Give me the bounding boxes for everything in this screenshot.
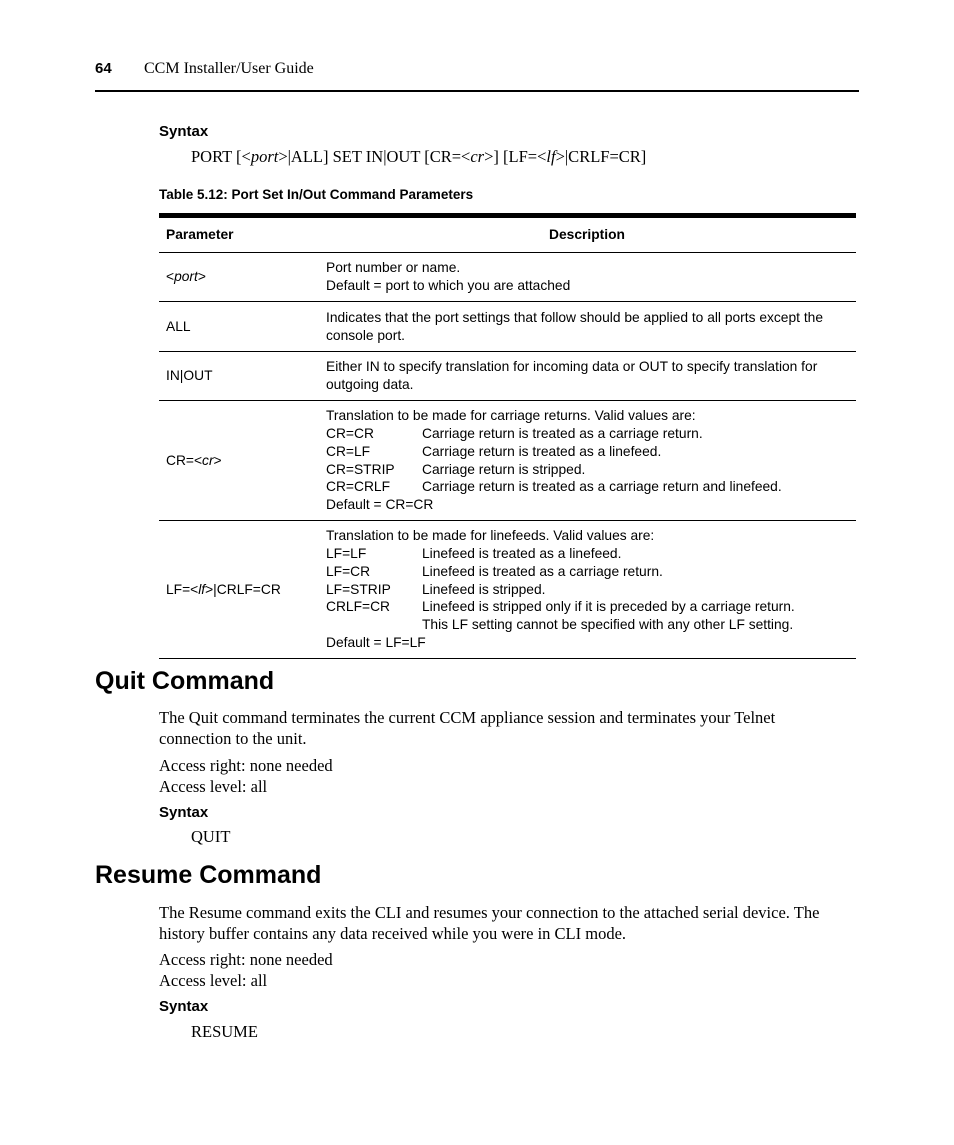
- page-number: 64: [95, 60, 112, 77]
- desc-cr: Translation to be made for carriage returns. Valid values are: CR=CR Carriage return is treated as a carriage return. CR=LF Carriage return is treated as a linefeed. CR=STRIP Carriage return is stripped. CR=CRLF Carriage return is treated as a carriage return and linefeed. Default = CR=CR: [326, 408, 782, 513]
- parameter-table: [159, 213, 856, 659]
- quit-access-right: Access right: none needed: [159, 756, 333, 775]
- resume-access-right: Access right: none needed: [159, 950, 333, 969]
- port-syntax-label: Syntax: [159, 123, 209, 140]
- table-caption: Table 5.12: Port Set In/Out Command Parameters: [159, 187, 474, 202]
- resume-access-level: Access level: all: [159, 971, 268, 990]
- table-header-row: [159, 218, 856, 253]
- param-lf: LF=< lf >|CRLF=CR: [166, 581, 281, 597]
- header-description: Description: [549, 227, 625, 243]
- table-row: [159, 352, 856, 401]
- quit-description: The Quit command terminates the current CCM appliance session and terminates your Telnet connection to the unit.: [159, 708, 776, 748]
- guide-title: CCM Installer/User Guide: [144, 60, 314, 77]
- table-row: [159, 521, 856, 659]
- table-row: [159, 401, 856, 521]
- port-syntax: PORT [<port>|ALL] SET IN|OUT [CR=<cr>] [LF=<lf>|CRLF=CR]: [191, 147, 647, 166]
- header-parameter: Parameter: [166, 227, 234, 243]
- table-row: [159, 253, 856, 302]
- param-inout: IN|OUT: [166, 368, 213, 384]
- desc-lf: Translation to be made for linefeeds. Valid values are: LF=LF Linefeed is treated as a linefeed. LF=CR Linefeed is treated as a carriage return. LF=STRIP Linefeed is stripped. CRLF=CR Linefeed is stripped only if it is preceded by a carriage return. This LF setting cannot be specified with any other LF setting. Default = LF=LF: [326, 528, 795, 650]
- resume-command-heading: Resume Command: [95, 861, 322, 889]
- quit-syntax: QUIT: [191, 827, 231, 846]
- param-port: < port >: [166, 269, 206, 285]
- quit-command-heading: Quit Command: [95, 667, 275, 695]
- desc-all: Indicates that the port settings that follow should be applied to all ports except the console port.: [326, 309, 823, 343]
- param-all: ALL: [166, 318, 191, 334]
- param-cr: CR=< cr >: [166, 452, 222, 468]
- desc-inout: Either IN to specify translation for incoming data or OUT to specify translation for outgoing data.: [326, 359, 818, 392]
- quit-access-level: Access level: all: [159, 777, 268, 796]
- resume-description: The Resume command exits the CLI and resumes your connection to the attached serial device. The history buffer contains any data received while you were in CLI mode.: [159, 903, 820, 943]
- quit-syntax-label: Syntax: [159, 804, 209, 821]
- resume-syntax: RESUME: [191, 1022, 258, 1041]
- table-row: [159, 302, 856, 352]
- desc-port: Port number or name. Default = port to which you are attached: [326, 260, 571, 293]
- resume-syntax-label: Syntax: [159, 998, 209, 1015]
- page-header: [95, 58, 859, 92]
